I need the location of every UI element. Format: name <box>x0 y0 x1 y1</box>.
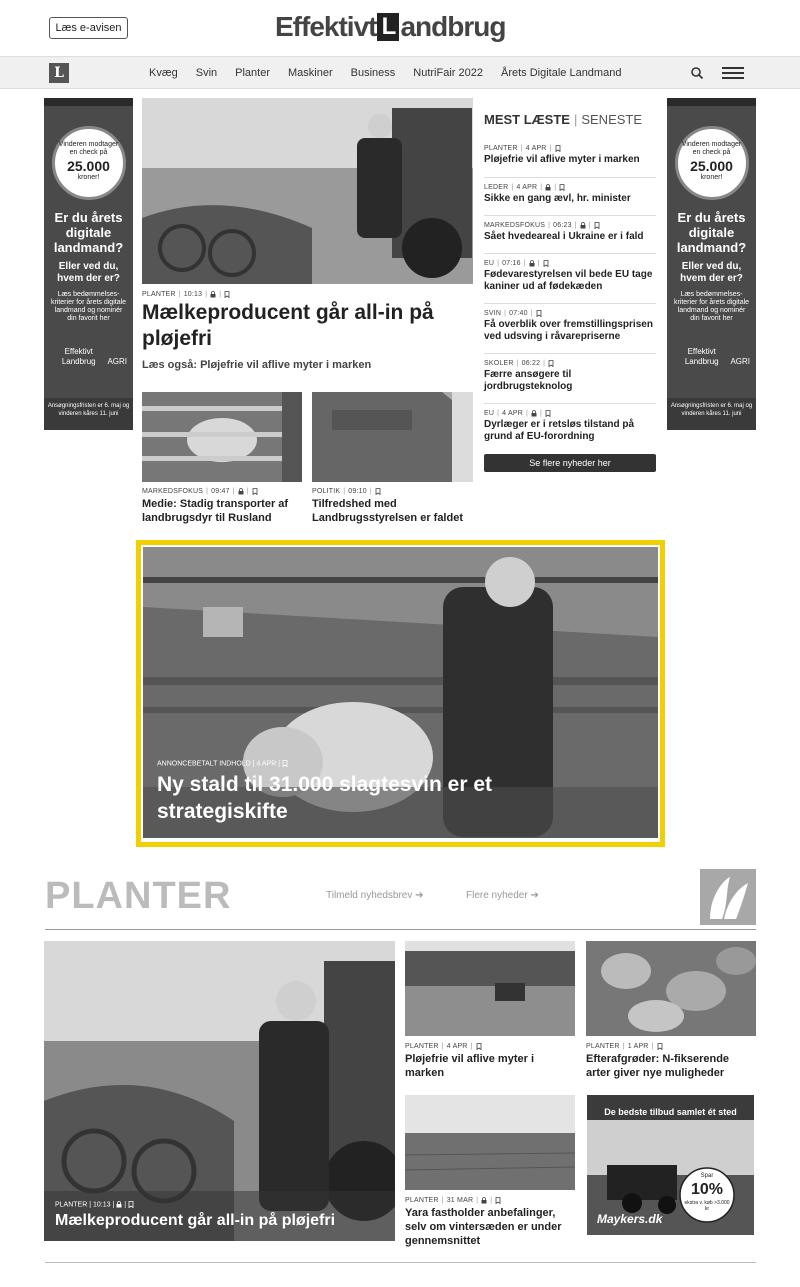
e-avis-button[interactable]: Læs e-avisen <box>49 17 128 39</box>
section-lead-meta: PLANTER | 10:13 | | <box>55 1201 134 1208</box>
sub-article-2-image[interactable] <box>312 392 473 482</box>
nav-item-kvaeg[interactable]: Kvæg <box>149 66 178 79</box>
see-more-news-button[interactable]: Se flere nyheder her <box>484 454 656 472</box>
bookmark-icon[interactable] <box>594 222 600 229</box>
nav-item-maskiner[interactable]: Maskiner <box>288 66 333 79</box>
bookmark-icon[interactable] <box>548 360 554 367</box>
logo-text-2: andbrug <box>400 11 506 42</box>
sponsored-meta: ANNONCEBETALT INDHOLD | 4 APR | <box>157 760 288 767</box>
maykers-brand: Maykers.dk <box>597 1212 663 1226</box>
ad-prize-badge: Vinderen modtager en check på 25.000 kroner! <box>675 126 749 200</box>
bookmark-icon[interactable] <box>282 760 288 767</box>
bookmark-icon[interactable] <box>545 410 551 417</box>
nav-item-business[interactable]: Business <box>350 66 396 79</box>
section-title[interactable]: PLANTER <box>45 875 232 917</box>
lead-article-meta: PLANTER | 10:13 | | <box>142 291 230 298</box>
sub-article-2-meta: POLITIK | 09:10 | <box>312 488 381 495</box>
section-article-2-image[interactable] <box>586 941 756 1036</box>
sub-article-1-image[interactable] <box>142 392 302 482</box>
sub-article-2-headline[interactable]: Tilfredshed med Landbrugsstyrelsen er faldet <box>312 498 463 524</box>
lock-icon <box>545 184 551 191</box>
logo-text-1: Effektivt <box>275 11 377 42</box>
bookmark-icon[interactable] <box>476 1043 482 1050</box>
bookmark-icon[interactable] <box>559 184 565 191</box>
mostread-headline: Få overblik over fremstillingsprisen ved udsving i råvarepriserne <box>484 319 653 342</box>
mostread-headline: Fødevarestyrelsen vil bede EU tage kaniner ud af fødekæden <box>484 269 653 292</box>
lead-article-image[interactable] <box>142 98 473 284</box>
ad-logos: Effektivt Landbrug AGRI <box>684 347 750 366</box>
search-icon[interactable] <box>690 66 704 80</box>
bookmark-icon[interactable] <box>224 291 230 298</box>
ad-question: Er du årets digitale landmand? <box>53 210 124 255</box>
bookmark-icon[interactable] <box>657 1043 663 1050</box>
side-ad-right[interactable] <box>667 98 756 430</box>
lock-icon <box>531 410 537 417</box>
ad-small-text: Læs bedømmelses-kriterier for årets digitale landmand og nominér din favorit her <box>673 291 750 322</box>
mostread-headline: Sikke en gang ævl, hr. minister <box>484 193 631 204</box>
sub-article-1-headline[interactable]: Medie: Stadig transporter af landbrugsdyr til Rusland <box>142 498 289 524</box>
mostread-item-6[interactable]: SKOLER | 06:22 | Færre ansøgere til jordbrugsteknolog <box>484 353 656 393</box>
ad-small-text: Læs bedømmelses-kriterier for årets digitale landmand og nominér din favorit her <box>50 291 127 322</box>
section-lead-image[interactable] <box>44 941 395 1241</box>
ad-footer: Ansøgningsfristen er 6. maj og vinderen kåres 11. juni <box>667 398 756 430</box>
section-article-2-meta: PLANTER | 1 APR | <box>586 1043 663 1050</box>
section-article-2-headline[interactable]: Efterafgrøder: N-fikserende arter giver nye muligheder <box>586 1053 730 1079</box>
nav-items <box>140 57 630 88</box>
lead-read-also-link[interactable]: Læs også: Pløjefrie vil aflive myter i marken <box>142 359 372 371</box>
section-article-3-headline[interactable]: Yara fastholder anbefalinger, selv om vintersæden er under gennemsnittet <box>405 1207 562 1247</box>
ad-question: Er du årets digitale landmand? <box>676 210 747 255</box>
mostread-item-1[interactable]: PLANTER | 4 APR | Pløjefrie vil aflive myter i marken <box>484 139 656 166</box>
section-divider <box>45 929 756 930</box>
site-logo[interactable] <box>275 10 525 44</box>
lock-icon <box>210 291 216 298</box>
maykers-ad[interactable] <box>587 1095 754 1235</box>
maykers-ad-title: De bedste tilbud samlet ét sted <box>604 1107 737 1117</box>
lead-article-headline[interactable]: Mælkeproducent går all-in på pløjefri <box>142 301 434 350</box>
site-header <box>0 0 800 56</box>
lock-icon <box>481 1197 487 1204</box>
nav-item-svin[interactable]: Svin <box>195 66 218 79</box>
bottom-divider <box>45 1262 756 1263</box>
hamburger-menu-icon[interactable] <box>722 67 744 79</box>
maykers-badge-value: 10% <box>690 1181 724 1198</box>
nav-item-digital-landmand[interactable]: Årets Digitale Landmand <box>500 66 622 79</box>
more-news-link[interactable]: Flere nyheder ➔ <box>466 890 539 901</box>
nav-home-logo[interactable]: L <box>49 63 69 83</box>
mostread-item-3[interactable]: MARKEDSFOKUS | 06:23 | | Sået hvedeareal i Ukraine er i fald <box>484 215 656 243</box>
bookmark-icon[interactable] <box>543 260 549 267</box>
bookmark-icon[interactable] <box>375 488 381 495</box>
section-leaf-icon <box>700 869 756 925</box>
tab-seneste[interactable]: SENESTE <box>581 112 643 127</box>
section-article-1-headline[interactable]: Pløjefrie vil aflive myter i marken <box>405 1053 535 1079</box>
bookmark-icon[interactable] <box>495 1197 501 1204</box>
ad-prize-badge: Vinderen modtager en check på 25.000 kroner! <box>52 126 126 200</box>
ad-subline: Eller ved du, hvem der er? <box>57 261 120 284</box>
lock-icon <box>238 488 244 495</box>
maykers-badge-top: Spar <box>700 1173 714 1179</box>
mostread-item-4[interactable]: EU | 07:16 | | Fødevarestyrelsen vil bede EU tage kaniner ud af fødekæden <box>484 253 656 293</box>
lock-icon <box>116 1201 122 1208</box>
logo-mark: L <box>377 13 399 41</box>
ad-footer: Ansøgningsfristen er 6. maj og vinderen kåres 11. juni <box>44 398 133 430</box>
ad-logos: Effektivt Landbrug AGRI <box>61 347 127 366</box>
nav-item-nutrifair[interactable]: NutriFair 2022 <box>413 66 483 79</box>
mostread-headline: Sået hvedeareal i Ukraine er i fald <box>484 231 644 242</box>
sponsored-headline[interactable]: Ny stald til 31.000 slagtesvin er et strategiskifte <box>157 773 492 823</box>
mostread-headline: Færre ansøgere til jordbrugsteknolog <box>484 369 573 392</box>
section-article-1-image[interactable] <box>405 941 575 1036</box>
mostread-tabs: MEST LÆSTE | SENESTE <box>484 112 643 127</box>
ad-subline: Eller ved du, hvem der er? <box>680 261 743 284</box>
subscribe-newsletter-link[interactable]: Tilmeld nyhedsbrev ➔ <box>326 890 424 901</box>
mostread-item-5[interactable]: SVIN | 07:40 | Få overblik over fremstillingsprisen ved udsving i råvarepriserne <box>484 303 656 343</box>
section-article-3-meta: PLANTER | 31 MAR | | <box>405 1197 501 1204</box>
mostread-item-7[interactable]: EU | 4 APR | | Dyrlæger er i retsløs tilstand på grund af EU-forordning <box>484 403 656 443</box>
side-ad-left[interactable] <box>44 98 133 430</box>
bookmark-icon[interactable] <box>128 1201 134 1208</box>
main-nav <box>0 56 800 89</box>
bookmark-icon[interactable] <box>555 145 561 152</box>
lock-icon <box>529 260 535 267</box>
section-lead-headline[interactable]: Mælkeproducent går all-in på pløjefri <box>55 1212 336 1229</box>
lock-icon <box>580 222 586 229</box>
sub-article-1-meta: MARKEDSFOKUS | 09:47 | | <box>142 488 258 495</box>
bookmark-icon[interactable] <box>536 310 542 317</box>
bookmark-icon[interactable] <box>252 488 258 495</box>
tab-mest-laeste[interactable]: MEST LÆSTE <box>484 112 570 127</box>
section-article-1-meta: PLANTER | 4 APR | <box>405 1043 482 1050</box>
maykers-badge-bottom: ekstra v. køb >3.000 kr <box>684 1200 730 1212</box>
nav-item-planter[interactable]: Planter <box>235 66 271 79</box>
mostread-headline: Pløjefrie vil aflive myter i marken <box>484 154 640 165</box>
section-article-3-image[interactable] <box>405 1095 575 1190</box>
mostread-item-2[interactable]: LEDER | 4 APR | | Sikke en gang ævl, hr. minister <box>484 177 656 205</box>
mostread-headline: Dyrlæger er i retsløs tilstand på grund af EU-forordning <box>484 419 635 442</box>
